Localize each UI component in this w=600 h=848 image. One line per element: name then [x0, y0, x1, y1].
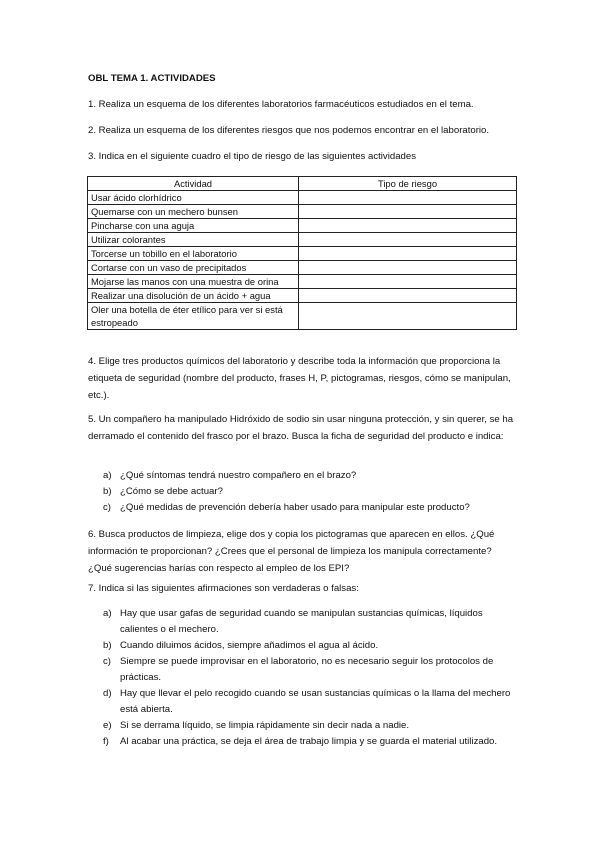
activity-cell: Utilizar colorantes	[88, 233, 299, 247]
header-tipo-riesgo: Tipo de riesgo	[299, 177, 517, 191]
risk-cell[interactable]	[299, 261, 517, 275]
risk-cell[interactable]	[299, 275, 517, 289]
table-row	[88, 303, 517, 330]
table-row	[88, 205, 517, 219]
risk-cell[interactable]	[299, 247, 517, 261]
activity-cell: Mojarse las manos con una muestra de orina	[88, 275, 299, 289]
table-row	[88, 289, 517, 303]
question-7: 7. Indica si las siguientes afirmaciones son verdaderas o falsas:	[88, 583, 359, 594]
list-letter: a)	[103, 470, 112, 481]
risk-cell[interactable]	[299, 233, 517, 247]
list-letter: a)	[103, 608, 112, 619]
table-row	[88, 275, 517, 289]
list-item	[88, 468, 520, 484]
list-letter: e)	[103, 720, 112, 731]
list-item	[88, 686, 520, 718]
question-6: 6. Busca productos de limpieza, elige dos y copia los pictogramas que aparecen en ellos. ¿Qué información te proporcionan? ¿Crees que el personal de limpieza los manipula correctamente? ¿Qué sugerencias harías con respecto al empleo de los EPI?	[88, 529, 495, 574]
list-text: Hay que usar gafas de seguridad cuando se manipulan sustancias químicas, líquidos calientes o el mechero.	[120, 608, 483, 635]
document-title: OBL TEMA 1. ACTIVIDADES	[88, 73, 216, 84]
activity-cell: Cortarse con un vaso de precipitados	[88, 261, 299, 275]
list-item	[88, 734, 520, 750]
list-text: ¿Cómo se debe actuar?	[120, 486, 223, 497]
list-text: Al acabar una práctica, se deja el área de trabajo limpia y se guarda el material utilizado.	[120, 736, 498, 747]
list-text: Cuando diluimos ácidos, siempre añadimos el agua al ácido.	[120, 640, 379, 651]
risk-cell[interactable]	[299, 205, 517, 219]
table-row	[88, 219, 517, 233]
activity-cell: Pincharse con una aguja	[88, 219, 299, 233]
header-actividad: Actividad	[88, 177, 299, 191]
question-5: 5. Un compañero ha manipulado Hidróxido de sodio sin usar ninguna protección, y sin querer, se ha derramado el contenido del frasco por el brazo. Busca la ficha de seguridad del producto e indica:	[88, 414, 514, 442]
table-row	[88, 191, 517, 205]
activity-cell: Quemarse con un mechero bunsen	[88, 205, 299, 219]
risk-cell[interactable]	[299, 289, 517, 303]
list-letter: c)	[103, 656, 111, 667]
question-5-list	[88, 468, 520, 516]
list-text: ¿Qué síntomas tendrá nuestro compañero en el brazo?	[120, 470, 357, 481]
list-letter: d)	[103, 688, 112, 699]
list-letter: c)	[103, 502, 111, 513]
question-3: 3. Indica en el siguiente cuadro el tipo de riesgo de las siguientes actividades	[88, 151, 416, 162]
list-item	[88, 654, 520, 686]
question-4: 4. Elige tres productos químicos del laboratorio y describe toda la información que proporciona la etiqueta de seguridad (nombre del producto, frases H, P, pictogramas, riesgos, cómo se manipulan, etc.).	[88, 356, 511, 401]
list-text: Siempre se puede improvisar en el laboratorio, no es necesario seguir los protocolos de prácticas.	[120, 656, 494, 683]
list-text: Hay que llevar el pelo recogido cuando se usan sustancias químicas o la llama del mechero está abierta.	[120, 688, 511, 715]
table-row	[88, 247, 517, 261]
risk-cell[interactable]	[299, 303, 517, 330]
activity-cell: Torcerse un tobillo en el laboratorio	[88, 247, 299, 261]
list-text: ¿Qué medidas de prevención debería haber usado para manipular este producto?	[120, 502, 470, 513]
list-item	[88, 638, 520, 654]
risk-cell[interactable]	[299, 219, 517, 233]
list-item	[88, 606, 520, 638]
table-header-row	[88, 177, 517, 191]
activity-cell: Oler una botella de éter etílico para ver si está estropeado	[88, 303, 299, 330]
risk-cell[interactable]	[299, 191, 517, 205]
table-row	[88, 233, 517, 247]
list-item	[88, 484, 520, 500]
list-item	[88, 500, 520, 516]
table-row	[88, 261, 517, 275]
list-text: Si se derrama líquido, se limpia rápidamente sin decir nada a nadie.	[120, 720, 410, 731]
list-letter: b)	[103, 486, 112, 497]
activity-cell: Realizar una disolución de un ácido + agua	[88, 289, 299, 303]
list-item	[88, 718, 520, 734]
list-letter: f)	[103, 736, 109, 747]
activity-cell: Usar ácido clorhídrico	[88, 191, 299, 205]
question-1: 1. Realiza un esquema de los diferentes laboratorios farmacéuticos estudiados en el tema.	[88, 99, 474, 110]
question-7-list	[88, 606, 520, 750]
risk-table	[87, 176, 517, 330]
list-letter: b)	[103, 640, 112, 651]
question-2: 2. Realiza un esquema de los diferentes riesgos que nos podemos encontrar en el laboratorio.	[88, 125, 490, 136]
